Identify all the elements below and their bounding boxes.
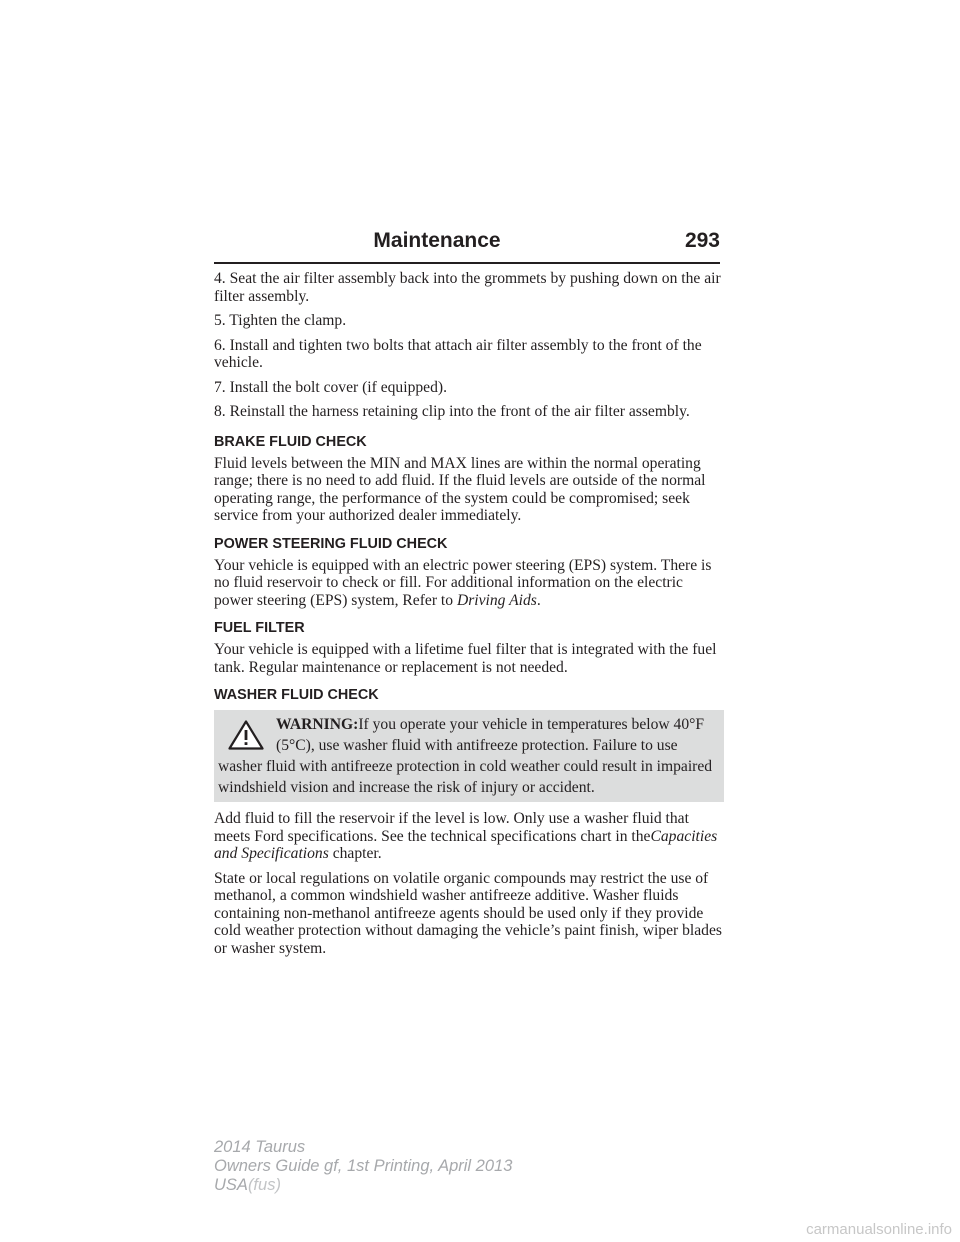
power-steering-body: Your vehicle is equipped with an electric power steering (EPS) system. There is no fluid reservoir to check or fill. For additional information on the electric power steering (EPS) system, Refer to <box>214 556 712 609</box>
section-title: Maintenance <box>373 229 501 252</box>
fuel-filter-heading: FUEL FILTER <box>214 620 305 636</box>
step-6: 6. Install and tighten two bolts that attach air filter assembly to the front of the vehicle. <box>214 336 702 371</box>
page-content <box>214 270 724 964</box>
step-5: 5. Tighten the clamp. <box>214 312 347 329</box>
warning-triangle-icon <box>228 720 264 750</box>
capacities-reference: Capacities and Specifications <box>214 827 718 862</box>
washer-fluid-text <box>214 810 724 863</box>
step-8: 8. Reinstall the harness retaining clip into the front of the air filter assembly. <box>214 403 690 420</box>
footer-code: (fus) <box>247 1176 281 1194</box>
power-steering-heading: POWER STEERING FLUID CHECK <box>214 535 448 552</box>
footer-printing: Owners Guide gf, 1st Printing, April 2013 <box>214 1157 513 1175</box>
methanol-regulation-text: State or local regulations on volatile organic compounds may restrict the use of methanol, a common windshield washer antifreeze additive. Washer fluids containing non-methanol antifreeze agents should be used only if they provide cold weather protection without damaging the vehicle’s paint finish, wiper blades or washer system. <box>214 869 722 957</box>
footer-model: 2014 Taurus <box>214 1138 306 1156</box>
watermark: carmanualsonline.info <box>806 1221 952 1238</box>
washer-fluid-end: chapter. <box>332 845 382 862</box>
power-steering-text <box>214 557 724 610</box>
warning-box <box>214 710 724 802</box>
fuel-filter-text: Your vehicle is equipped with a lifetime fuel filter that is integrated with the fuel tank. Regular maintenance or replacement is not needed. <box>214 641 717 676</box>
power-steering-end: . <box>536 591 541 609</box>
page-footer <box>214 1138 512 1195</box>
footer-country: USA <box>214 1176 248 1194</box>
brake-fluid-heading: BRAKE FLUID CHECK <box>214 433 367 450</box>
step-7: 7. Install the bolt cover (if equipped). <box>214 378 447 396</box>
page-header <box>214 226 720 264</box>
driving-aids-reference: Driving Aids <box>456 591 537 609</box>
washer-fluid-heading: WASHER FLUID CHECK <box>214 687 379 703</box>
warning-text: If you operate your vehicle in temperatures below 40°F (5°C), use washer fluid with antifreeze protection. Failure to use washer fluid with antifreeze protection in cold weather could result in impaired windshield vision and increase the risk of injury or accident. <box>218 716 713 796</box>
step-4: 4. Seat the air filter assembly back into the grommets by pushing down on the air filter assembly. <box>214 270 721 305</box>
warning-label: WARNING: <box>276 716 359 733</box>
page-number: 293 <box>684 229 720 252</box>
footer-market <box>214 1176 512 1195</box>
washer-fluid-body: Add fluid to fill the reservoir if the level is low. Only use a washer fluid that meets Ford specifications. See the technical specifications chart in the <box>214 810 689 845</box>
brake-fluid-text: Fluid levels between the MIN and MAX lines are within the normal operating range; there is no need to add fluid. If the fluid levels are outside of the normal operating range, the performance of the system could be compromised; seek service from your authorized dealer immediately. <box>214 454 706 524</box>
